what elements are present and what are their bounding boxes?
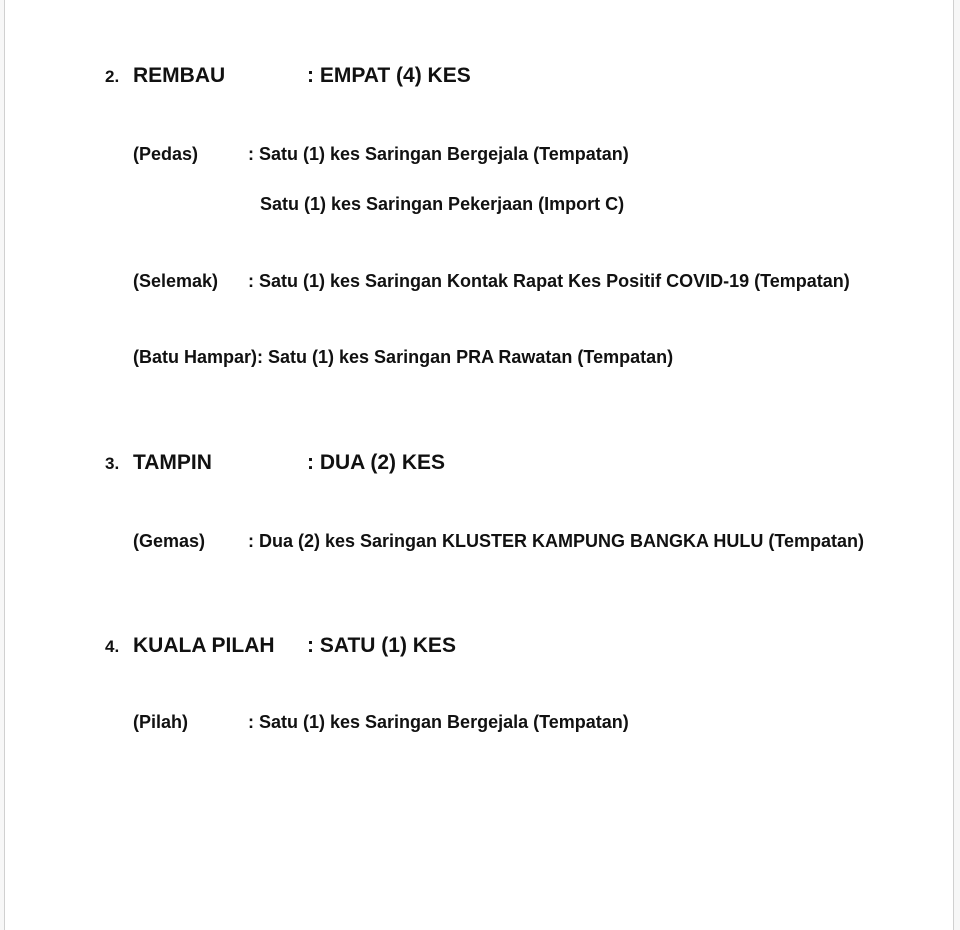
- area-name: (Pilah): [133, 712, 189, 732]
- area-name: (Selemak): [133, 271, 219, 291]
- district-total: : DUA (2) KES: [307, 451, 446, 474]
- area-name: (Pedas): [133, 144, 199, 164]
- district-name: REMBAU: [133, 64, 226, 87]
- district-total: : SATU (1) KES: [307, 634, 456, 657]
- section-number: 3.: [105, 454, 120, 473]
- document-page: [4, 0, 954, 930]
- section-number: 2.: [105, 67, 120, 86]
- district-name: TAMPIN: [133, 451, 212, 474]
- case-detail: : Satu (1) kes Saringan Kontak Rapat Kes Positif COVID-19 (Tempatan): [248, 271, 850, 291]
- area-name: (Gemas): [133, 531, 206, 551]
- area-line: [133, 348, 673, 366]
- section-number: 4.: [105, 637, 120, 656]
- area-name: (Batu Hampar): [133, 347, 258, 367]
- district-name: KUALA PILAH: [133, 634, 275, 657]
- case-detail: : Dua (2) kes Saringan KLUSTER KAMPUNG BANGKA HULU (Tempatan): [248, 531, 865, 551]
- case-detail: : Satu (1) kes Saringan PRA Rawatan (Tempatan): [257, 347, 674, 367]
- case-detail: : Satu (1) kes Saringan Bergejala (Tempatan): [248, 144, 629, 164]
- case-detail: Satu (1) kes Saringan Pekerjaan (Import C): [260, 194, 625, 214]
- case-detail: : Satu (1) kes Saringan Bergejala (Tempatan): [248, 712, 629, 732]
- district-total: : EMPAT (4) KES: [307, 64, 471, 87]
